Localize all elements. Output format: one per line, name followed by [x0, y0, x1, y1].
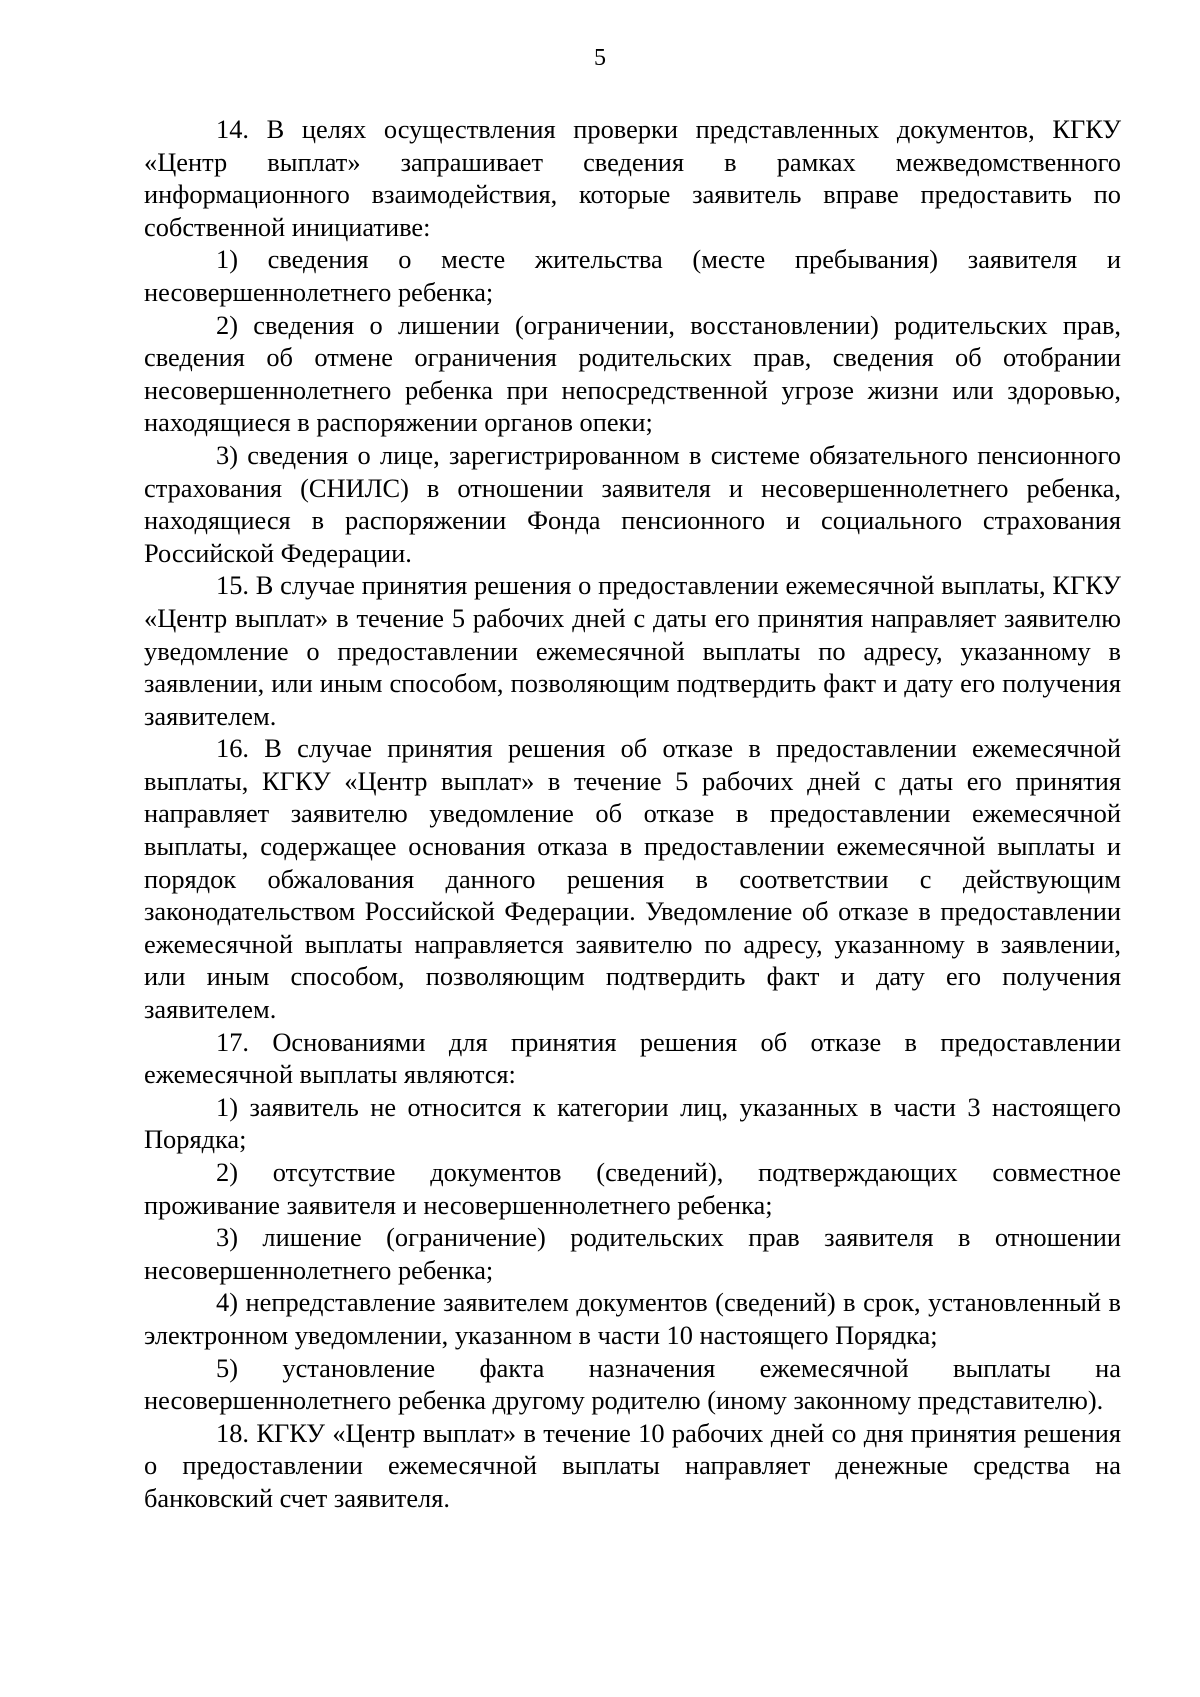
paragraph-18: 18. КГКУ «Центр выплат» в течение 10 рабочих дней со дня принятия решения о предоставлении ежемесячной выплаты направляет денежные средства на банковский счет заявителя. [144, 1417, 1121, 1513]
paragraph-17-item-1: 1) заявитель не относится к категории лиц, указанных в части 3 настоящего Порядка; [144, 1091, 1121, 1155]
paragraph-17-item-3: 3) лишение (ограничение) родительских прав заявителя в отношении несовершеннолетнего ребенка; [144, 1222, 1121, 1285]
paragraph-17-item-5: 5) установление факта назначения ежемесячной выплаты на несовершеннолетнего ребенка другому родителю (иному законному представителю). [144, 1352, 1121, 1416]
paragraph-14: 14. В целях осуществления проверки представленных документов, КГКУ «Центр выплат» запрашивает сведения в рамках межведомственного информационного взаимодействия, которые заявитель вправе предоставить по собственной инициативе: [144, 114, 1121, 242]
paragraph-14-item-1: 1) сведения о месте жительства (месте пребывания) заявителя и несовершеннолетнего ребенка; [144, 244, 1121, 307]
paragraph-14-item-3: 3) сведения о лице, зарегистрированном в системе обязательного пенсионного страхования (СНИЛС) в отношении заявителя и несовершеннолетнего ребенка, находящиеся в распоряжении Фонда пенсионного и социального страхования Российской Федерации. [144, 439, 1121, 568]
paragraph-17-item-4: 4) непредставление заявителем документов (сведений) в срок, установленный в электронном уведомлении, указанном в части 10 настоящего Порядка; [144, 1287, 1121, 1350]
paragraph-17: 17. Основаниями для принятия решения об отказе в предоставлении ежемесячной выплаты являются: [144, 1026, 1121, 1090]
page-number: 5 [594, 45, 606, 71]
paragraph-17-item-2: 2) отсутствие документов (сведений), подтверждающих совместное проживание заявителя и несовершеннолетнего ребенка; [144, 1157, 1121, 1220]
paragraph-15: 15. В случае принятия решения о предоставлении ежемесячной выплаты, КГКУ «Центр выплат» в течение 5 рабочих дней с даты его принятия направляет заявителю уведомление о предоставлении ежемесячной выплаты по адресу, указанному в заявлении, или иным способом, позволяющим подтвердить факт и дату его получения заявителем. [144, 570, 1121, 731]
document-body [144, 113, 1121, 1515]
paragraph-14-item-2: 2) сведения о лишении (ограничении, восстановлении) родительских прав, сведения об отмене ограничения родительских прав, сведения об отобрании несовершеннолетнего ребенка при непосредственной угрозе жизни или здоровью, находящиеся в распоряжении органов опеки; [144, 309, 1121, 438]
paragraph-16: 16. В случае принятия решения об отказе в предоставлении ежемесячной выплаты, КГКУ «Центр выплат» в течение 5 рабочих дней с даты его принятия направляет заявителю уведомление об отказе в предоставлении ежемесячной выплаты, содержащее основания отказа в предоставлении ежемесячной выплаты и порядок обжалования данного решения в соответствии с действующим законодательством Российской Федерации. Уведомление об отказе в предоставлении ежемесячной выплаты направляется заявителю по адресу, указанному в заявлении, или иным способом, позволяющим подтвердить факт и дату его получения заявителем. [144, 733, 1121, 1025]
